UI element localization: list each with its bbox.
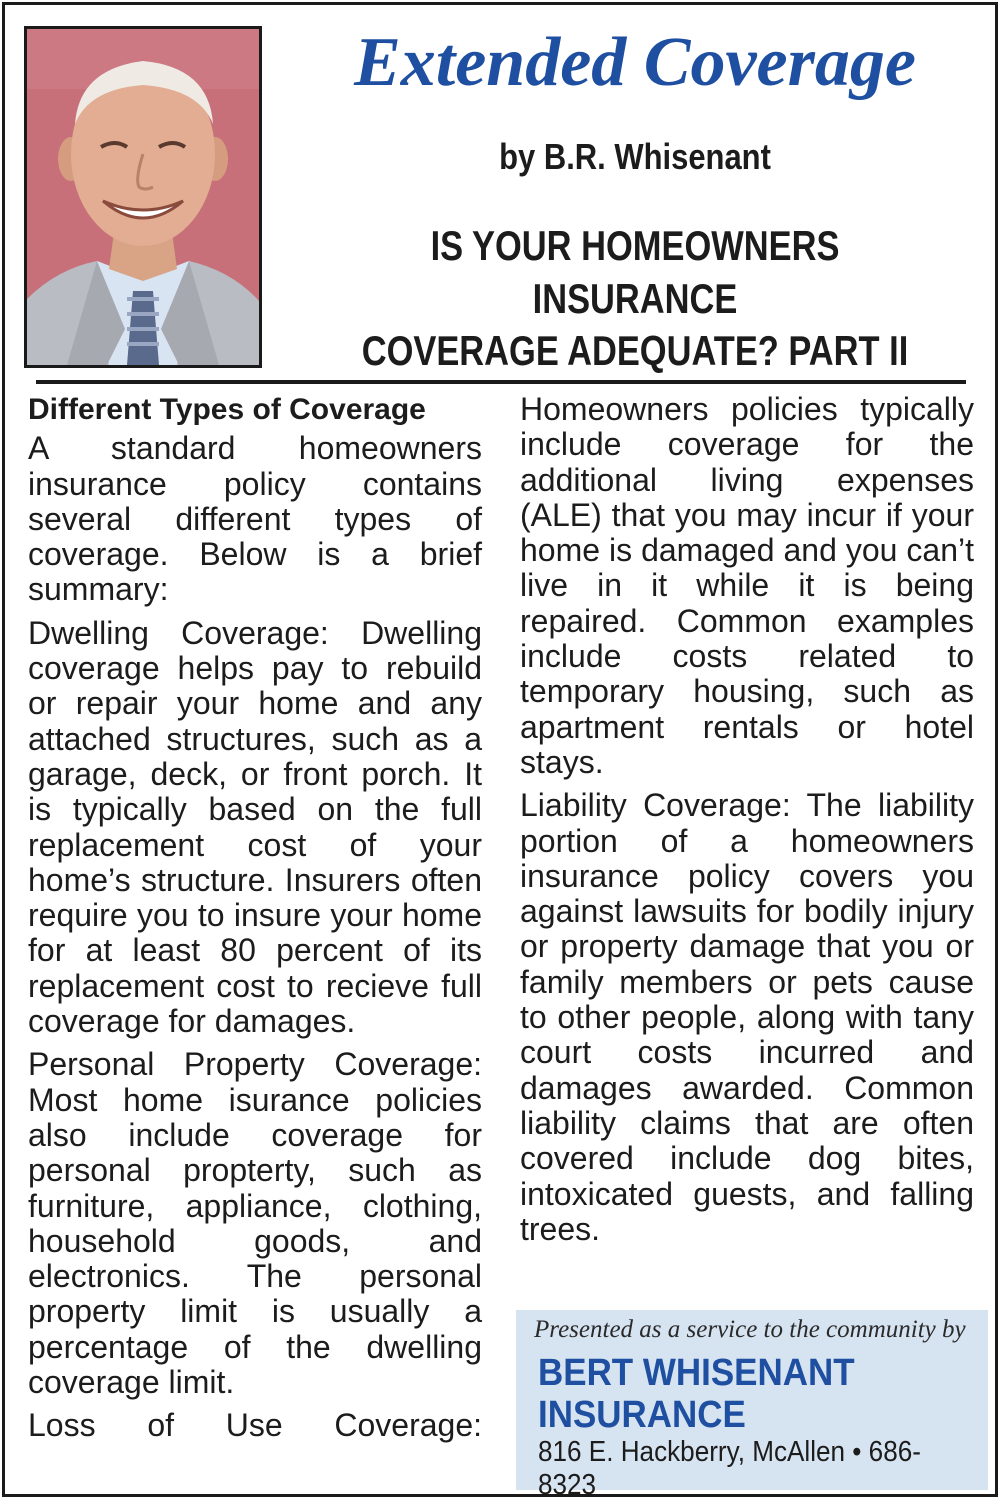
article-paragraph: Liability Coverage: The liability portion of a homeowners insurance policy covers you against lawsuits for bodily injury or property damage that you or family members or pets cause to other people, along with tany court costs incurred and damages awarded. Common liability claims that are often covered include dog bites, intoxicated guests, and falling trees. — [520, 787, 974, 1247]
article-paragraph: Loss of Use Coverage: — [28, 1407, 482, 1444]
sponsor-company — [538, 1352, 855, 1436]
sponsor-address: 816 E. Hackberry, McAllen • 686-8323 — [538, 1436, 921, 1501]
article-column-left — [28, 392, 482, 1452]
sponsor-company-line-1: BERT WHISENANT — [538, 1352, 855, 1394]
headline-line-1: IS YOUR HOMEOWNERS INSURANCE — [430, 222, 840, 322]
author-photo — [24, 26, 262, 368]
article-subheading: Different Types of Coverage — [28, 393, 426, 426]
article-headline — [336, 220, 935, 378]
headline-line-2: COVERAGE ADEQUATE? PART II — [361, 327, 909, 374]
article-paragraph: Personal Property Coverage: Most home isurance policies also include coverage for personal propterty, such as furniture, appliance, clothing, household goods, and electronics. The personal property limit is usually a percentage of the dwelling coverage limit. — [28, 1046, 482, 1401]
article-paragraph: A standard homeowners insurance policy contains several different types of coverage. Below is a brief summary: — [28, 430, 482, 608]
column-title: Extended Coverage — [354, 24, 916, 101]
article-paragraph: Homeowners policies typically include coverage for the additional living expenses (ALE) that you may incur if your home is damaged and you can’t live in it while it is being repaired. Common examples include costs related to temporary housing, such as apartment rentals or hotel stays. — [520, 391, 974, 780]
sponsor-box — [516, 1310, 988, 1501]
header-divider — [36, 380, 966, 384]
article-column-right — [520, 392, 974, 1255]
article-paragraph: Dwelling Coverage: Dwelling coverage helps pay to rebuild or repair your home and any attached structures, such as a garage, deck, or front porch. It is typically based on the full replacement cost of your home’s structure. Insurers often require you to insure your home for at least 80 percent of its replacement cost to recieve full coverage for damages. — [28, 614, 482, 1040]
author-byline: by B.R. Whisenant — [499, 136, 771, 177]
sponsor-company-line-2: INSURANCE — [538, 1394, 746, 1436]
sponsor-presented-by: Presented as a service to the community by — [534, 1316, 966, 1343]
